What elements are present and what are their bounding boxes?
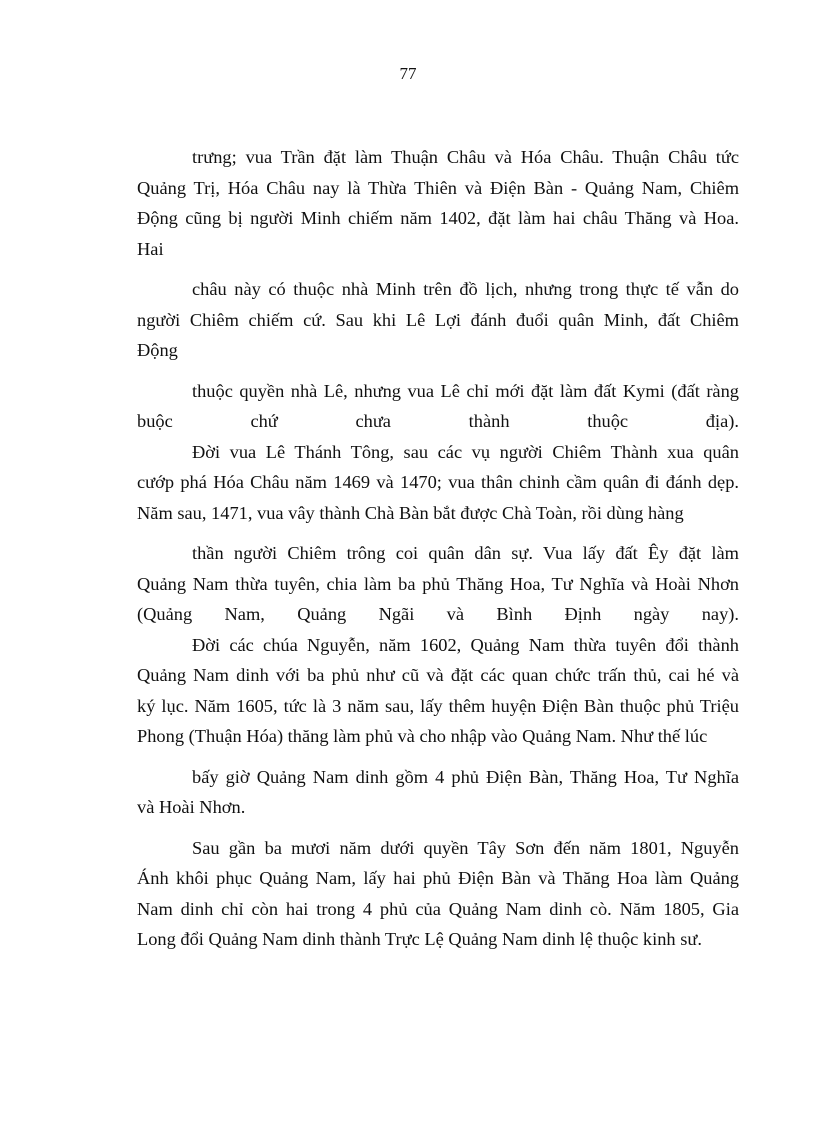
text-line: thuộc quyền nhà Lê, nhưng vua Lê chỉ mới đặt làm đất Kymi (đất ràng (192, 380, 739, 401)
text-line: Quảng Nam thừa tuyên, chia làm ba phủ Thăng Hoa, Tư Nghĩa và Hoài Nhơn (137, 573, 739, 594)
text-line: Đời vua Lê Thánh Tông, sau các vụ người Chiêm Thành xua quân (192, 441, 739, 462)
text-line: thần người Chiêm trông coi quân dân sự. Vua lấy đất Êy đặt làm (192, 543, 739, 563)
paragraph (137, 376, 739, 437)
text-line: Phong (Thuận Hóa) thăng làm phủ và cho nhập vào Quảng Nam. Như thế lúc (137, 726, 708, 746)
text-line: châu này có thuộc nhà Minh trên đồ lịch, nhưng trong thực tế vẫn do (192, 279, 739, 299)
text-line: ký lục. Năm 1605, tức là 3 năm sau, lấy thêm huyện Điện Bàn thuộc phủ Triệu (137, 695, 739, 716)
text-line: cướp phá Hóa Châu năm 1469 và 1470; vua thân chinh cầm quân đi đánh dẹp. (137, 472, 739, 492)
text-line: Sau gần ba mươi năm dưới quyền Tây Sơn đến năm 1801, Nguyễn (192, 837, 739, 858)
text-line: trưng; vua Trần đặt làm Thuận Châu và Hóa Châu. Thuận Châu tức (192, 147, 739, 167)
paragraph (137, 274, 739, 366)
text-line: Quảng Trị, Hóa Châu nay là Thừa Thiên và Điện Bàn - Quảng Nam, Chiêm (137, 177, 739, 198)
paragraph (137, 833, 739, 955)
text-line: Động (137, 340, 178, 360)
paragraph (137, 142, 739, 264)
text-line: Động cũng bị người Minh chiếm năm 1402, đặt làm hai châu Thăng và Hoa. (137, 208, 739, 228)
text-line: Năm sau, 1471, vua vây thành Chà Bàn bắt được Chà Toàn, rồi dùng hàng (137, 502, 684, 523)
text-line: Đời các chúa Nguyễn, năm 1602, Quảng Nam thừa tuyên đổi thành (192, 634, 739, 655)
text-line: Ánh khôi phục Quảng Nam, lấy hai phủ Điện Bàn và Thăng Hoa làm Quảng (137, 868, 739, 888)
paragraph (137, 630, 739, 752)
text-line: buộc chứ chưa thành thuộc địa). (137, 411, 739, 431)
body-text (137, 142, 739, 955)
text-line: Long đổi Quảng Nam dinh thành Trực Lệ Quảng Nam dinh lệ thuộc kinh sư. (137, 929, 702, 949)
text-line: (Quảng Nam, Quảng Ngãi và Bình Định ngày nay). (137, 604, 739, 624)
paragraph (137, 538, 739, 630)
text-line: Nam dinh chỉ còn hai trong 4 phủ của Quảng Nam dinh cò. Năm 1805, Gia (137, 898, 739, 919)
text-line: Hai (137, 238, 164, 259)
text-line: bấy giờ Quảng Nam dinh gồm 4 phủ Điện Bàn, Thăng Hoa, Tư Nghĩa (192, 766, 739, 787)
page-number: 77 (399, 64, 417, 83)
paragraph (137, 762, 739, 823)
text-line: và Hoài Nhơn. (137, 797, 246, 817)
text-line: Quảng Nam dinh với ba phủ như cũ và đặt các quan chức trấn thủ, cai hé và (137, 665, 739, 685)
paragraph (137, 437, 739, 529)
text-line: người Chiêm chiếm cứ. Sau khi Lê Lợi đánh đuổi quân Minh, đất Chiêm (137, 309, 739, 330)
